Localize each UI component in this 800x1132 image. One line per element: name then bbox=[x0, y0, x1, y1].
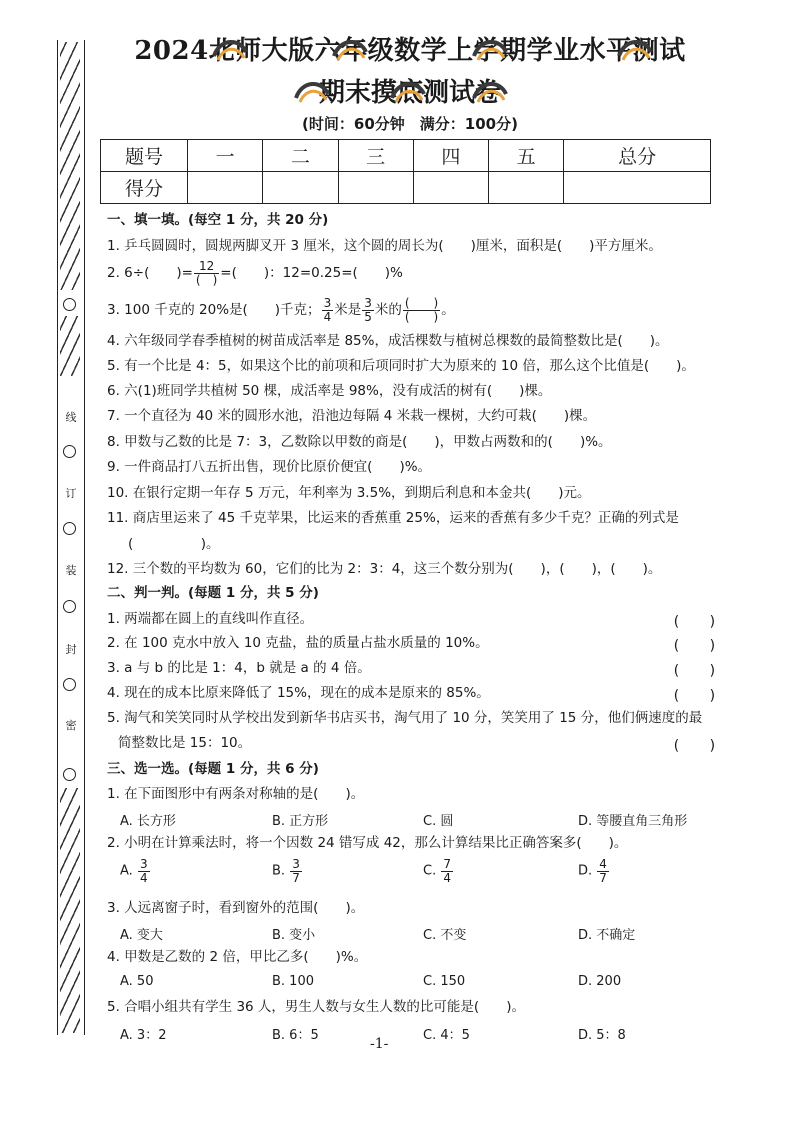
binding-circle bbox=[63, 445, 76, 458]
exam-subtitle: (时间：60分钟 满分：100分) bbox=[302, 115, 518, 133]
binding-circle bbox=[63, 600, 76, 613]
score-table-row1-header: 题号 bbox=[101, 140, 188, 172]
fraction bbox=[403, 297, 440, 323]
binding-label-ding: 订 bbox=[65, 487, 77, 500]
binding-hatch bbox=[60, 316, 80, 376]
option-a bbox=[120, 858, 151, 884]
question-2-5: 5. 淘气和笑笑同时从学校出发到新华书店买书，淘气用了 10 分，笑笑用了 15 分，他们俩速度的最 bbox=[107, 710, 703, 726]
decorative-swirl-icon bbox=[330, 34, 370, 64]
option-c bbox=[423, 858, 454, 884]
decorative-swirl-icon bbox=[470, 34, 510, 64]
fraction-denominator: 7 bbox=[599, 870, 607, 885]
score-table-col: 四 bbox=[413, 140, 488, 172]
option-a: A. 长方形 bbox=[120, 814, 176, 829]
binding-circle bbox=[63, 522, 76, 535]
question-1-11-cont: ( )。 bbox=[128, 536, 220, 552]
fraction-numerator: 3 bbox=[139, 857, 148, 871]
option-d: D. 200 bbox=[578, 974, 622, 989]
question-1-11: 11. 商店里运来了 45 千克苹果，比运来的香蕉重 25%，运来的香蕉有多少千克？正确的列式是 bbox=[107, 510, 679, 526]
option-d: D. 不确定 bbox=[578, 928, 636, 943]
question-3-4: 4. 甲数是乙数的 2 倍，甲比乙多( )%。 bbox=[107, 949, 368, 965]
q3-part-d: 。 bbox=[441, 302, 455, 319]
question-2-3: 3. a 与 b 的比是 1：4，b 就是 a 的 4 倍。 bbox=[107, 660, 371, 676]
question-1-3 bbox=[107, 297, 455, 323]
option-d bbox=[578, 858, 610, 884]
question-1-8: 8. 甲数与乙数的比是 7：3，乙数除以甲数的商是( )，甲数占两数和的( )%。 bbox=[107, 434, 612, 450]
score-table bbox=[100, 139, 711, 204]
question-1-1: 1. 乒乓圆圆时，圆规两脚叉开 3 厘米，这个圆的周长为( )厘米，面积是( )平方厘米。 bbox=[107, 238, 662, 254]
score-cell[interactable] bbox=[188, 172, 263, 204]
section2-heading: 二、判一判。(每题 1 分，共 5 分) bbox=[107, 585, 319, 601]
section1-heading: 一、填一填。(每空 1 分，共 20 分) bbox=[107, 212, 329, 228]
binding-circle bbox=[63, 678, 76, 691]
option-c: C. 4：5 bbox=[423, 1028, 470, 1043]
score-table-col: 五 bbox=[489, 140, 564, 172]
option-c: C. 150 bbox=[423, 974, 466, 989]
fraction-denominator: 5 bbox=[364, 309, 372, 324]
binding-label-mi: 密 bbox=[65, 719, 77, 732]
question-2-5-cont: 简整数比是 15：10。 bbox=[118, 735, 252, 751]
fraction-numerator: 12 bbox=[194, 260, 219, 274]
fraction-numerator: 4 bbox=[599, 857, 607, 871]
question-1-5: 5. 有一个比是 4：5，如果这个比的前项和后项同时扩大为原来的 10 倍，那么这个比值是( )。 bbox=[107, 358, 695, 374]
score-cell[interactable] bbox=[489, 172, 564, 204]
option-a: A. 变大 bbox=[120, 928, 163, 943]
option-d: D. 等腰直角三角形 bbox=[578, 814, 688, 829]
decorative-swirl-icon bbox=[470, 76, 510, 106]
binding-circle bbox=[63, 768, 76, 781]
answer-paren[interactable]: ( ) bbox=[672, 738, 717, 754]
score-table-row2-header: 得分 bbox=[101, 172, 188, 204]
answer-paren[interactable]: ( ) bbox=[672, 663, 717, 679]
option-c: C. 不变 bbox=[423, 928, 467, 943]
binding-margin bbox=[57, 40, 85, 1035]
option-letter: C. bbox=[423, 863, 437, 879]
question-2-4: 4. 现在的成本比原来降低了 15%，现在的成本是原来的 85%。 bbox=[107, 685, 490, 701]
option-c: C. 圆 bbox=[423, 814, 454, 829]
option-d: D. 5：8 bbox=[578, 1028, 626, 1043]
decorative-swirl-icon bbox=[615, 34, 655, 64]
fraction bbox=[194, 260, 219, 286]
binding-label-zhuang: 装 bbox=[65, 564, 77, 577]
question-3-1: 1. 在下面图形中有两条对称轴的是( )。 bbox=[107, 786, 365, 802]
score-table-col: 一 bbox=[188, 140, 263, 172]
score-cell[interactable] bbox=[564, 172, 711, 204]
fraction bbox=[441, 858, 453, 884]
fraction-denominator: 4 bbox=[323, 309, 332, 324]
question-1-4: 4. 六年级同学春季植树的树苗成活率是 85%，成活棵数与植树总棵数的最简整数比是( )。 bbox=[107, 333, 669, 349]
option-a: A. 50 bbox=[120, 974, 154, 989]
fraction-numerator: ( ) bbox=[404, 296, 439, 310]
option-letter: D. bbox=[578, 863, 593, 879]
binding-hatch-top bbox=[60, 42, 80, 290]
question-3-3: 3. 人远离窗子时，看到窗外的范围( )。 bbox=[107, 900, 365, 916]
q3-part-b: 米是 bbox=[334, 302, 362, 319]
score-table-header-row bbox=[101, 140, 711, 172]
binding-label-feng: 封 bbox=[65, 643, 77, 656]
q2-part-a: 2. 6÷( )= bbox=[107, 265, 193, 282]
fraction-numerator: 7 bbox=[443, 857, 451, 871]
fraction-numerator: 3 bbox=[323, 296, 332, 310]
option-b: B. 正方形 bbox=[272, 814, 329, 829]
fraction-denominator: 7 bbox=[292, 870, 300, 885]
fraction-denominator: ( ) bbox=[404, 309, 439, 324]
option-letter: A. bbox=[120, 863, 133, 879]
question-2-1: 1. 两端都在圆上的直线叫作直径。 bbox=[107, 611, 314, 627]
fraction-denominator: 4 bbox=[443, 870, 451, 885]
option-b: B. 100 bbox=[272, 974, 314, 989]
score-cell[interactable] bbox=[263, 172, 338, 204]
question-1-7: 7. 一个直径为 40 米的圆形水池，沿池边每隔 4 米栽一棵树，大约可栽( )棵。 bbox=[107, 408, 597, 424]
exam-title-line2: 期末摸底测试卷 bbox=[318, 78, 501, 108]
option-b bbox=[272, 858, 303, 884]
fraction-numerator: 3 bbox=[292, 857, 300, 871]
q3-part-c: 米的 bbox=[374, 302, 402, 319]
option-b: B. 6：5 bbox=[272, 1028, 319, 1043]
fraction-denominator: 4 bbox=[139, 870, 148, 885]
option-letter: B. bbox=[272, 863, 286, 879]
q2-part-b: =( )：12=0.25=( )% bbox=[220, 265, 403, 282]
question-1-6: 6. 六(1)班同学共植树 50 棵，成活率是 98%，没有成活的树有( )棵。 bbox=[107, 383, 552, 399]
question-3-5: 5. 合唱小组共有学生 36 人，男生人数与女生人数的比可能是( )。 bbox=[107, 999, 525, 1015]
score-table-col: 总分 bbox=[564, 140, 711, 172]
q3-part-a: 3. 100 千克的 20%是( )千克； bbox=[107, 302, 321, 319]
score-table-score-row bbox=[101, 172, 711, 204]
answer-paren[interactable]: ( ) bbox=[672, 688, 717, 704]
decorative-swirl-icon bbox=[292, 76, 332, 106]
binding-circle bbox=[63, 298, 76, 311]
fraction-numerator: 3 bbox=[364, 296, 372, 310]
question-3-2: 2. 小明在计算乘法时，将一个因数 24 错写成 42，那么计算结果比正确答案多( )。 bbox=[107, 835, 628, 851]
answer-paren[interactable]: ( ) bbox=[672, 638, 717, 654]
fraction bbox=[597, 858, 609, 884]
decorative-swirl-icon bbox=[210, 34, 250, 64]
question-1-2 bbox=[107, 260, 403, 286]
binding-hatch-bottom bbox=[60, 788, 80, 1033]
option-a: A. 3：2 bbox=[120, 1028, 167, 1043]
page-number: -1- bbox=[370, 1036, 389, 1052]
question-1-10: 10. 在银行定期一年存 5 万元，年利率为 3.5%，到期后利息和本金共( )元。 bbox=[107, 485, 591, 501]
fraction bbox=[290, 858, 302, 884]
question-1-9: 9. 一件商品打八五折出售，现价比原价便宜( )%。 bbox=[107, 459, 432, 475]
decorative-swirl-icon bbox=[388, 76, 428, 106]
option-b: B. 变小 bbox=[272, 928, 316, 943]
score-table-col: 三 bbox=[338, 140, 413, 172]
section3-heading: 三、选一选。(每题 1 分，共 6 分) bbox=[107, 761, 319, 777]
score-cell[interactable] bbox=[413, 172, 488, 204]
score-cell[interactable] bbox=[338, 172, 413, 204]
fraction bbox=[138, 858, 150, 884]
binding-label-xian: 线 bbox=[65, 411, 77, 424]
score-table-col: 二 bbox=[263, 140, 338, 172]
exam-title-line1: 2024北师大版六年级数学上学期学业水平测试 bbox=[134, 36, 686, 66]
fraction bbox=[322, 297, 334, 323]
fraction-denominator: ( ) bbox=[195, 272, 218, 287]
answer-paren[interactable]: ( ) bbox=[672, 614, 717, 630]
question-1-12: 12. 三个数的平均数为 60，它们的比为 2：3：4，这三个数分别为( )，( )，( )。 bbox=[107, 561, 662, 577]
fraction bbox=[362, 297, 374, 323]
question-2-2: 2. 在 100 克水中放入 10 克盐，盐的质量占盐水质量的 10%。 bbox=[107, 635, 489, 651]
